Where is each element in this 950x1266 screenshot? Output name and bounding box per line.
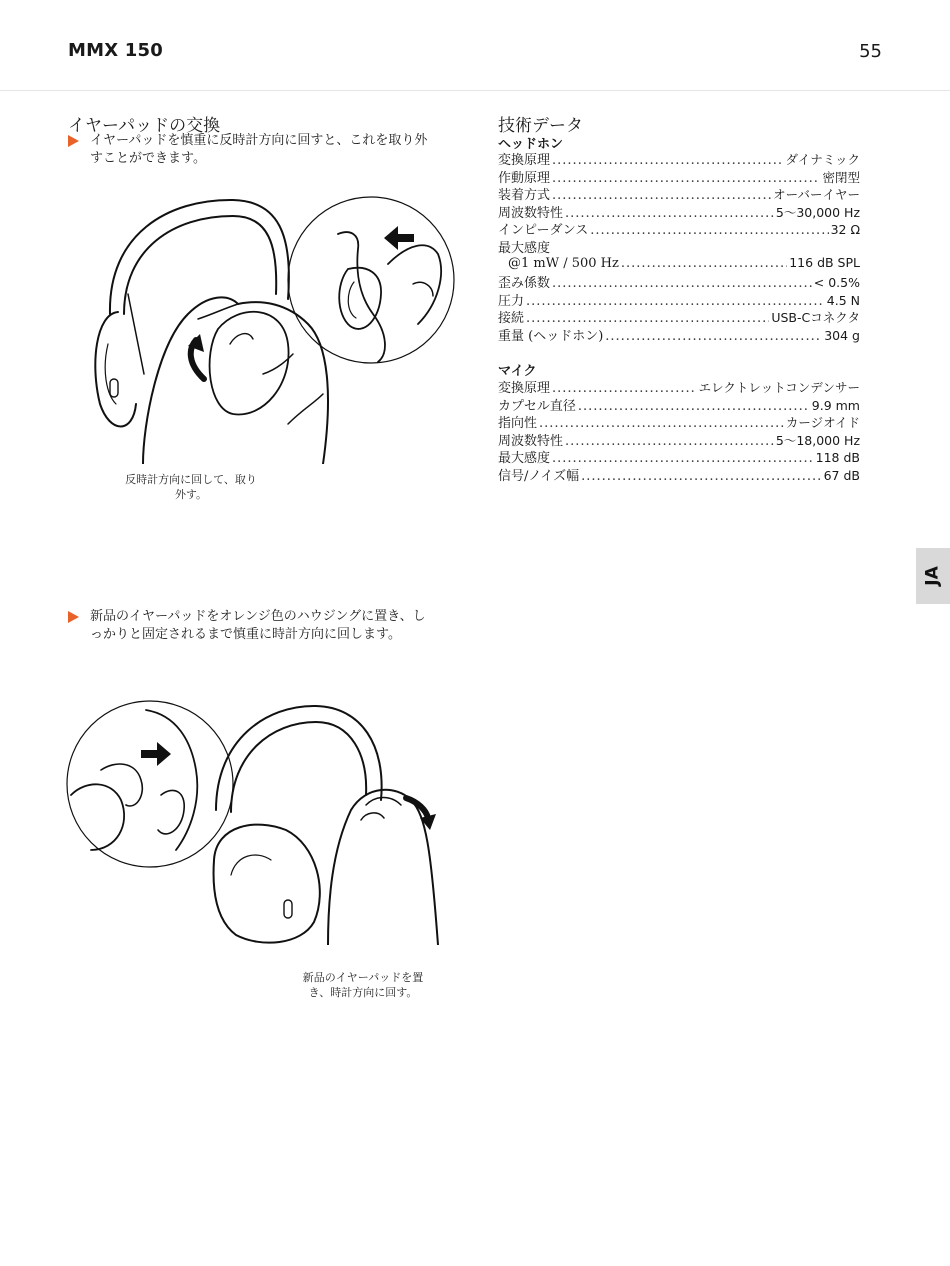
spec-row — [498, 377, 860, 395]
spec-row — [498, 219, 860, 237]
dot-leader — [552, 451, 814, 465]
spec-label: カプセル直径 — [498, 398, 576, 413]
dot-leader — [581, 469, 822, 483]
spec-row — [498, 272, 860, 290]
spec-value: 4.5 N — [826, 292, 860, 308]
section-title-earpad-replacement: イヤーパッドの交換 — [68, 116, 221, 136]
spec-label: 最大感度 — [498, 240, 551, 255]
spec-value: < 0.5% — [813, 275, 860, 290]
spec-value: オーバーイヤー — [773, 187, 860, 202]
header-divider — [0, 90, 950, 91]
dot-leader — [552, 188, 771, 202]
spec-row — [498, 465, 860, 483]
dot-leader — [552, 381, 697, 395]
spec-label: 信号/ノイズ幅 — [498, 468, 580, 483]
spec-value: 密閉型 — [822, 169, 860, 185]
spec-label: 装着方式 — [498, 188, 551, 202]
spec-label: 周波数特性 — [498, 205, 564, 220]
spec-list-headphones — [498, 149, 860, 343]
spec-value: カージオイド — [785, 415, 860, 430]
language-tab-label: JA — [922, 566, 943, 586]
spec-row — [498, 307, 860, 325]
spec-row — [498, 325, 860, 343]
spec-label: 作動原理 — [498, 170, 551, 185]
dot-leader — [605, 329, 822, 343]
spec-row — [498, 412, 860, 430]
spec-label: 変換原理 — [498, 153, 551, 167]
spec-row — [498, 237, 860, 255]
dot-leader — [590, 223, 828, 237]
dot-leader — [526, 311, 769, 325]
spec-label: @1 mW / 500 Hz — [508, 255, 619, 271]
spec-row — [498, 255, 860, 273]
section-title-technical-data: 技術データ — [498, 116, 583, 136]
figure-caption-2: 新品のイヤーパッドを置き、時計方向に回す。 — [302, 971, 424, 999]
spec-label: 重量 (ヘッドホン) — [498, 328, 604, 343]
illustration-remove-earpad — [88, 194, 458, 464]
spec-label: 変換原理 — [498, 381, 551, 395]
spec-value: 5〜30,000 Hz — [775, 204, 860, 220]
spec-value: 67 dB — [823, 467, 860, 483]
spec-value: 5〜18,000 Hz — [775, 432, 860, 448]
spec-label: インピーダンス — [498, 223, 589, 237]
instruction-step-1-text: イヤーパッドを慎重に反時計方向に回すと、これを取り外すことができます。 — [90, 133, 428, 166]
dot-leader — [578, 399, 810, 413]
spec-row — [498, 167, 860, 185]
spec-label: 周波数特性 — [498, 433, 564, 448]
figure-caption-1: 反時計方向に回して、取り外す。 — [125, 473, 257, 501]
spec-value: エレクトレットコンデンサー — [698, 380, 860, 395]
instruction-step-2 — [68, 608, 428, 644]
spec-value: USB-Cコネクタ — [771, 310, 860, 325]
spec-row — [498, 290, 860, 308]
dot-leader — [552, 153, 783, 167]
dot-leader — [552, 276, 812, 290]
dot-leader — [526, 294, 825, 308]
spec-list-microphone — [498, 377, 860, 483]
spec-row — [498, 430, 860, 448]
spec-row — [498, 447, 860, 465]
spec-label: 圧力 — [498, 293, 525, 308]
spec-group-microphone-title: マイク — [498, 364, 537, 379]
spec-value: 304 g — [824, 327, 860, 343]
illustration-attach-earpad — [66, 700, 441, 945]
spec-row — [498, 395, 860, 413]
spec-value: 118 dB — [815, 450, 860, 465]
dot-leader — [539, 416, 784, 430]
orange-triangle-bullet-icon — [68, 135, 79, 147]
spec-label: 接続 — [498, 311, 525, 325]
dot-leader — [621, 256, 787, 271]
spec-group-headphones-title: ヘッドホン — [498, 137, 564, 152]
spec-label: 歪み係数 — [498, 276, 551, 290]
spec-value: ダイナミック — [785, 152, 860, 167]
document-title: MMX 150 — [68, 40, 163, 61]
dot-leader — [565, 434, 774, 448]
dot-leader — [565, 206, 774, 220]
orange-triangle-bullet-icon — [68, 611, 79, 623]
spec-row — [498, 184, 860, 202]
spec-label: 最大感度 — [498, 451, 551, 465]
page-number: 55 — [859, 41, 882, 62]
spec-value: 32 Ω — [830, 222, 860, 237]
instruction-step-1 — [68, 132, 428, 168]
language-tab — [916, 548, 950, 604]
dot-leader — [552, 171, 820, 185]
spec-label: 指向性 — [498, 416, 538, 430]
spec-row — [498, 202, 860, 220]
instruction-step-2-text: 新品のイヤーパッドをオレンジ色のハウジングに置き、しっかりと固定されるまで慎重に時計方向に回します。 — [90, 609, 426, 642]
spec-value: 116 dB SPL — [789, 254, 860, 270]
spec-value: 9.9 mm — [811, 397, 860, 413]
spec-row — [498, 149, 860, 167]
